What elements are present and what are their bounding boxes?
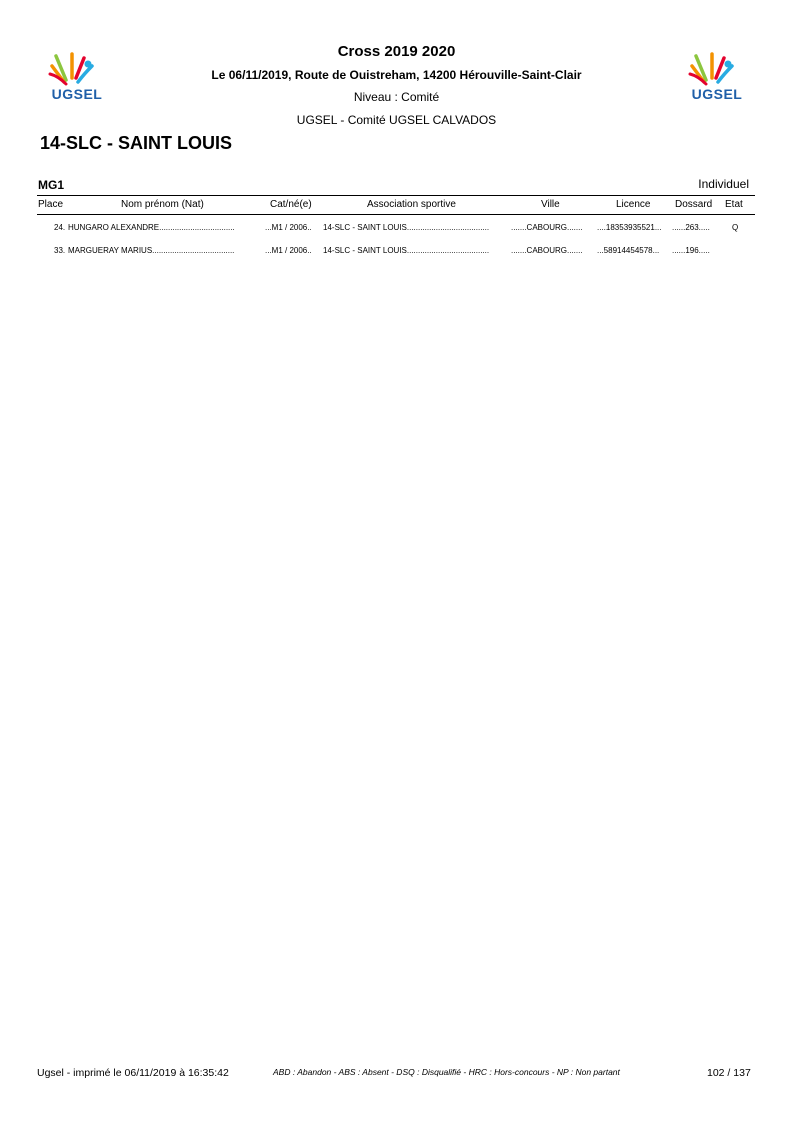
print-timestamp: Ugsel - imprimé le 06/11/2019 à 16:35:42: [37, 1067, 229, 1079]
row-ville: .......CABOURG.......: [511, 246, 583, 255]
row-name: MARGUERAY MARIUS.....................................: [68, 246, 235, 255]
row-licence: ....18353935521...: [597, 223, 662, 232]
level-label: Niveau : Comité: [353, 90, 440, 104]
event-details: Le 06/11/2019, Route de Ouistreham, 14200 Hérouville-Saint-Clair: [211, 68, 582, 82]
page-number: 102 / 137: [707, 1067, 751, 1079]
category-code: MG1: [38, 178, 65, 192]
row-place: 33.: [54, 246, 66, 255]
logo-text: UGSEL: [51, 86, 103, 102]
logo-text: UGSEL: [691, 86, 743, 102]
col-header-licence: Licence: [616, 199, 651, 210]
col-header-association: Association sportive: [367, 199, 456, 210]
row-place: 24.: [54, 223, 66, 232]
col-header-dossard: Dossard: [675, 199, 713, 210]
row-licence: ...58914454578...: [597, 246, 660, 255]
category-mode: Individuel: [698, 177, 749, 191]
table-header-divider: [37, 214, 755, 215]
row-cat: ...M1 / 2006..: [265, 223, 312, 232]
row-ville: .......CABOURG.......: [511, 223, 583, 232]
row-etat: Q: [732, 223, 739, 232]
col-header-name: Nom prénom (Nat): [121, 199, 204, 210]
row-association: 14-SLC - SAINT LOUIS.....................................: [323, 246, 490, 255]
committee-label: UGSEL - Comité UGSEL CALVADOS: [296, 113, 497, 127]
row-association: 14-SLC - SAINT LOUIS.....................................: [323, 223, 490, 232]
document-title: Cross 2019 2020: [337, 43, 456, 60]
row-dossard: ......196.....: [672, 246, 710, 255]
row-cat: ...M1 / 2006..: [265, 246, 312, 255]
row-dossard: ......263.....: [672, 223, 710, 232]
row-name: HUNGARO ALEXANDRE..................................: [68, 223, 235, 232]
col-header-etat: Etat: [725, 199, 743, 210]
col-header-place: Place: [38, 199, 64, 210]
section-divider: [37, 195, 755, 196]
club-heading: 14-SLC - SAINT LOUIS: [40, 133, 233, 153]
col-header-ville: Ville: [541, 199, 560, 210]
col-header-cat: Cat/né(e): [270, 199, 312, 210]
status-legend: ABD : Abandon - ABS : Absent - DSQ : Disqualifié - HRC : Hors-concours - NP : Non partant: [273, 1067, 620, 1077]
